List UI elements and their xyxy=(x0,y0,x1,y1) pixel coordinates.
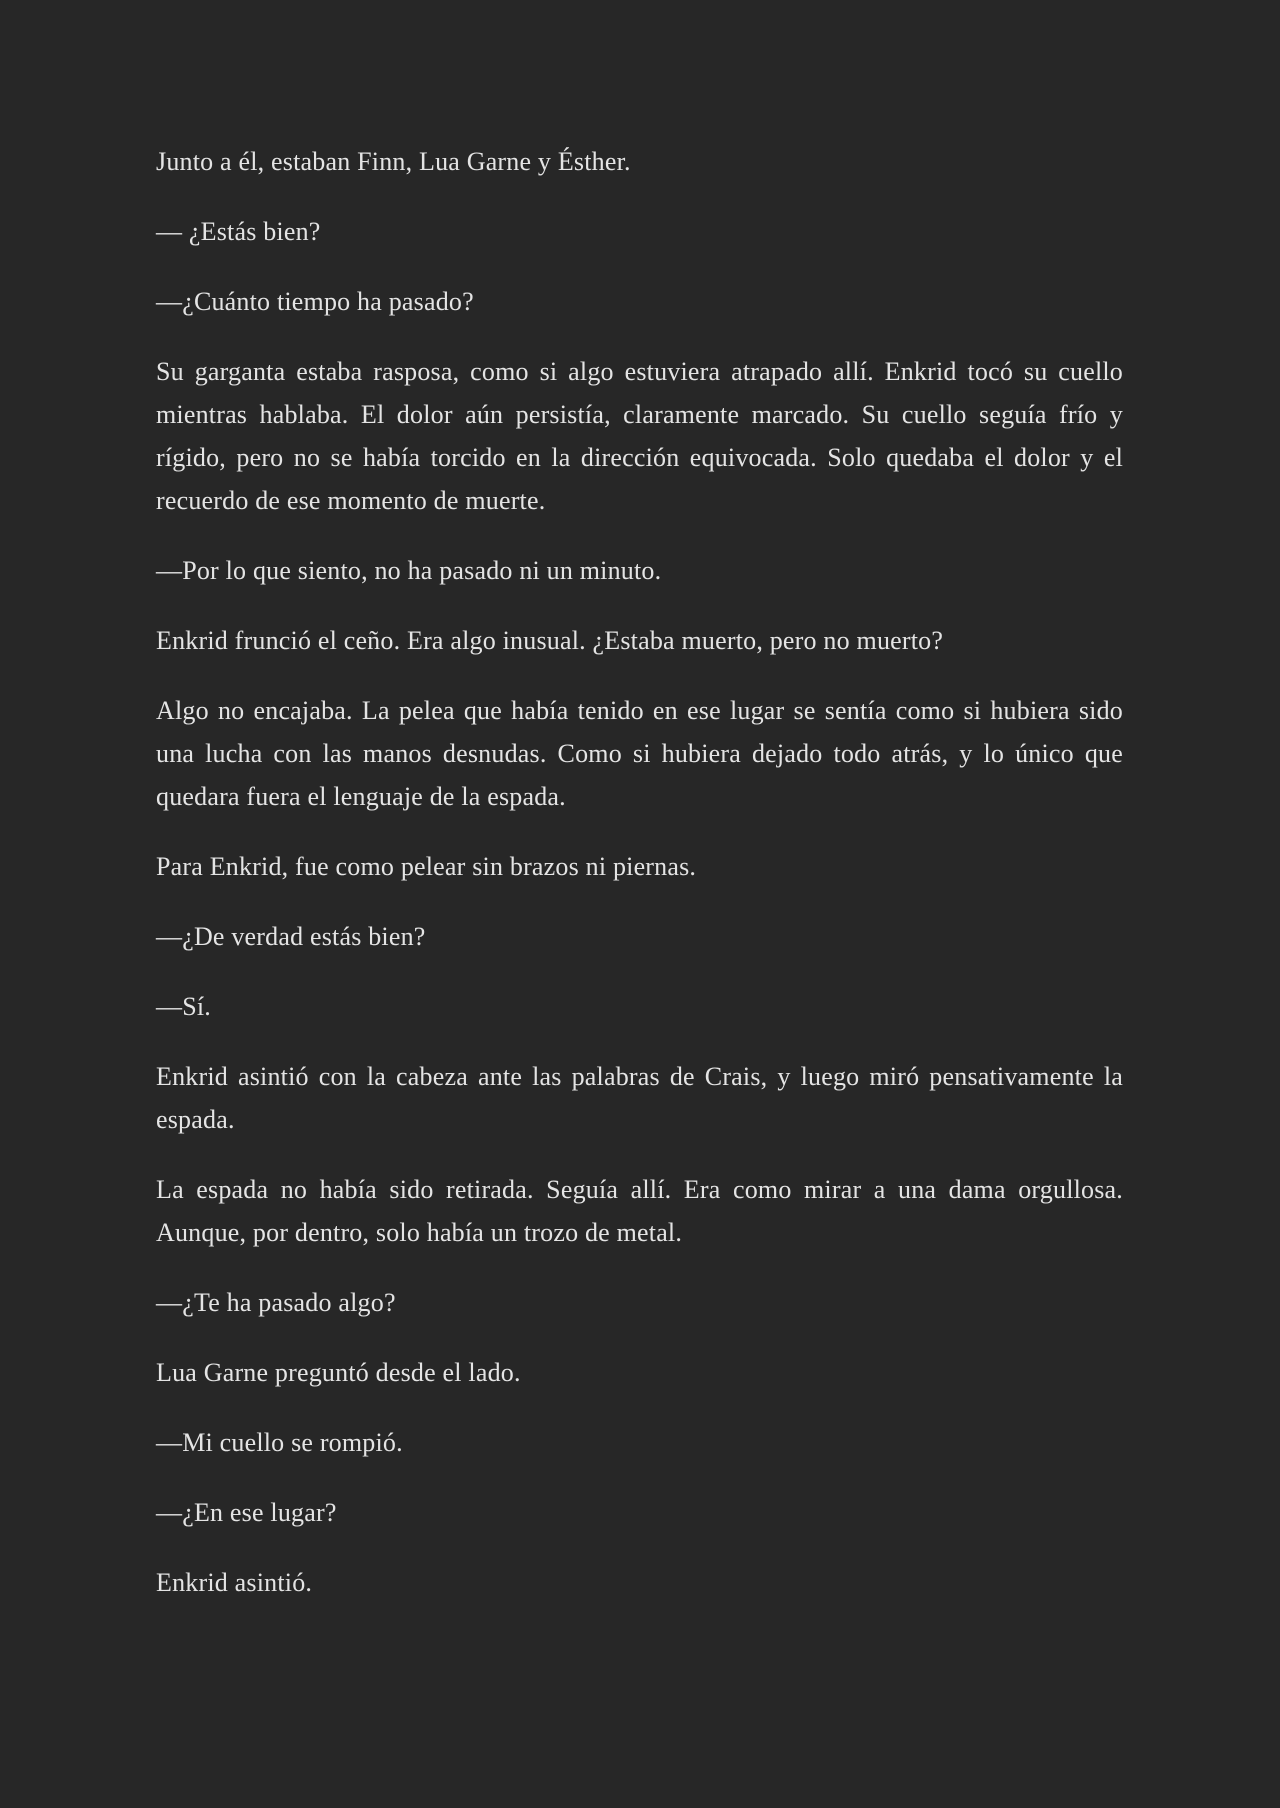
paragraph: Su garganta estaba rasposa, como si algo estuviera atrapado allí. Enkrid tocó su cuello mientras hablaba. El dolor aún persistía, claramente marcado. Su cuello seguía frío y rígido, pero no se había torcido en la dirección equivocada. Solo quedaba el dolor y el recuerdo de ese momento de muerte. xyxy=(156,357,1123,515)
paragraph: La espada no había sido retirada. Seguía allí. Era como mirar a una dama orgullosa. Aunque, por dentro, solo había un trozo de metal. xyxy=(156,1175,1123,1247)
dialogue-line: —¿Te ha pasado algo? xyxy=(156,1288,396,1317)
paragraph: Junto a él, estaban Finn, Lua Garne y Ésther. xyxy=(156,147,631,176)
paragraph: Lua Garne preguntó desde el lado. xyxy=(156,1358,521,1387)
dialogue-line: —Sí. xyxy=(156,992,211,1021)
paragraph: Enkrid frunció el ceño. Era algo inusual. ¿Estaba muerto, pero no muerto? xyxy=(156,626,944,655)
dialogue-line: — ¿Estás bien? xyxy=(156,217,321,246)
dialogue-line: —¿De verdad estás bien? xyxy=(156,922,426,951)
dialogue-line: —¿En ese lugar? xyxy=(156,1498,337,1527)
paragraph: Enkrid asintió con la cabeza ante las palabras de Crais, y luego miró pensativamente la espada. xyxy=(156,1062,1123,1134)
paragraph: Enkrid asintió. xyxy=(156,1568,313,1597)
paragraph: Algo no encajaba. La pelea que había tenido en ese lugar se sentía como si hubiera sido una lucha con las manos desnudas. Como si hubiera dejado todo atrás, y lo único que quedara fuera el lenguaje de la espada. xyxy=(156,696,1123,811)
dialogue-line: —¿Cuánto tiempo ha pasado? xyxy=(156,287,474,316)
dialogue-line: —Mi cuello se rompió. xyxy=(156,1428,403,1457)
paragraph: Para Enkrid, fue como pelear sin brazos ni piernas. xyxy=(156,852,697,881)
dialogue-line: —Por lo que siento, no ha pasado ni un minuto. xyxy=(156,556,662,585)
